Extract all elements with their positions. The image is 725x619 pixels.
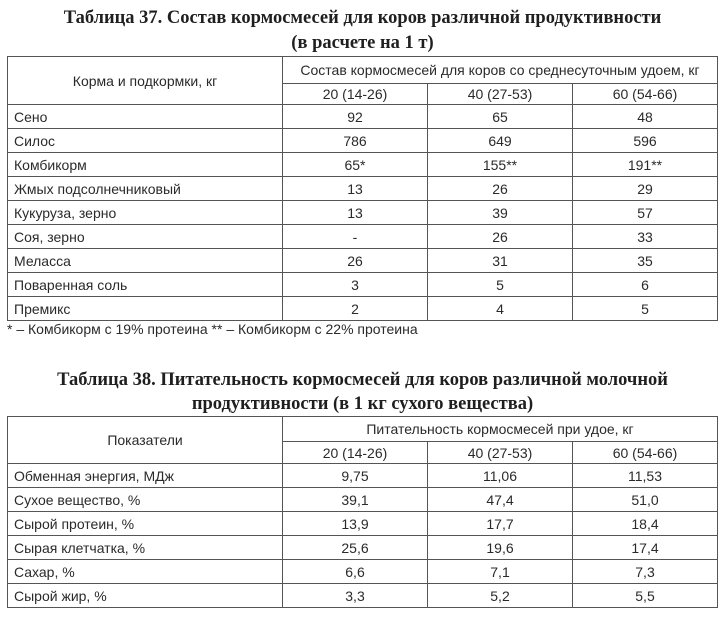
table37 (7, 56, 718, 321)
table-cell: - (283, 225, 428, 249)
table-cell: 6 (573, 273, 718, 297)
table-cell: 596 (573, 129, 718, 153)
table-row (8, 129, 718, 153)
table-row (8, 488, 718, 512)
table38-row-header: Показатели (8, 417, 283, 464)
table-cell: 17,4 (573, 536, 718, 560)
table-cell: 3,3 (283, 584, 428, 608)
table-row (8, 584, 718, 608)
table37-footnote: * – Комбикорм с 19% протеина ** – Комбикорм с 22% протеина (7, 321, 418, 337)
table-cell: 11,53 (573, 464, 718, 488)
table-row (8, 201, 718, 225)
table-cell: 5,5 (573, 584, 718, 608)
table-row (8, 225, 718, 249)
row-label: Сырая клетчатка, % (8, 536, 283, 560)
row-label: Комбикорм (8, 153, 283, 177)
table-cell: 39,1 (283, 488, 428, 512)
row-label: Поваренная соль (8, 273, 283, 297)
table-cell: 5 (573, 297, 718, 321)
table-cell: 7,3 (573, 560, 718, 584)
table-cell: 65* (283, 153, 428, 177)
table-cell: 35 (573, 249, 718, 273)
table37-title-line2: (в расчете на 1 т) (291, 33, 434, 53)
table38-title-line2: продуктивности (в 1 кг сухого вещества) (191, 394, 534, 414)
table-cell: 47,4 (428, 488, 573, 512)
row-label: Меласса (8, 249, 283, 273)
row-label: Соя, зерно (8, 225, 283, 249)
row-label: Силос (8, 129, 283, 153)
table-row (8, 105, 718, 129)
table-row (8, 512, 718, 536)
table-cell: 5 (428, 273, 573, 297)
table-row (8, 153, 718, 177)
table-cell: 13,9 (283, 512, 428, 536)
row-label: Сырой протеин, % (8, 512, 283, 536)
table-cell: 4 (428, 297, 573, 321)
table38-group-header: Питательность кормосмесей при удое, кг (283, 417, 718, 442)
table38 (7, 416, 718, 608)
table-cell: 39 (428, 201, 573, 225)
table-cell: 92 (283, 105, 428, 129)
table38-col-header: 20 (14-26) (283, 442, 428, 464)
table38-col-header: 40 (27-53) (428, 442, 573, 464)
table-cell: 6,6 (283, 560, 428, 584)
table-cell: 48 (573, 105, 718, 129)
table-cell: 26 (283, 249, 428, 273)
row-label: Кукуруза, зерно (8, 201, 283, 225)
table38-title-line1: Таблица 38. Питательность кормосмесей для коров различной молочной (57, 370, 668, 390)
table-cell: 26 (428, 177, 573, 201)
table-cell: 7,1 (428, 560, 573, 584)
table-cell: 51,0 (573, 488, 718, 512)
table-cell: 33 (573, 225, 718, 249)
table-cell: 31 (428, 249, 573, 273)
table37-col-header: 20 (14-26) (283, 84, 428, 105)
row-label: Сырой жир, % (8, 584, 283, 608)
table37-col-header: 40 (27-53) (428, 84, 573, 105)
table-cell: 191** (573, 153, 718, 177)
table37-col-header: 60 (54-66) (573, 84, 718, 105)
table-cell: 25,6 (283, 536, 428, 560)
table-row (8, 297, 718, 321)
table-cell: 18,4 (573, 512, 718, 536)
table-cell: 26 (428, 225, 573, 249)
table-cell: 2 (283, 297, 428, 321)
row-label: Обменная энергия, МДж (8, 464, 283, 488)
table37-group-header: Состав кормосмесей для коров со среднесуточным удоем, кг (283, 57, 718, 84)
row-label: Сено (8, 105, 283, 129)
table-cell: 13 (283, 201, 428, 225)
table-row (8, 249, 718, 273)
table-row (8, 536, 718, 560)
table-row (8, 273, 718, 297)
table-cell: 29 (573, 177, 718, 201)
table-row (8, 464, 718, 488)
table-row (8, 560, 718, 584)
row-label: Премикс (8, 297, 283, 321)
table-cell: 65 (428, 105, 573, 129)
table-cell: 3 (283, 273, 428, 297)
table38-col-header: 60 (54-66) (573, 442, 718, 464)
table-cell: 11,06 (428, 464, 573, 488)
table-cell: 5,2 (428, 584, 573, 608)
table-cell: 57 (573, 201, 718, 225)
table-cell: 19,6 (428, 536, 573, 560)
row-label: Сахар, % (8, 560, 283, 584)
table-cell: 13 (283, 177, 428, 201)
table-row (8, 177, 718, 201)
table-cell: 9,75 (283, 464, 428, 488)
row-label: Сухое вещество, % (8, 488, 283, 512)
row-label: Жмых подсолнечниковый (8, 177, 283, 201)
table-cell: 17,7 (428, 512, 573, 536)
table-cell: 155** (428, 153, 573, 177)
table37-title-line1: Таблица 37. Состав кормосмесей для коров различной продуктивности (63, 8, 662, 28)
table-cell: 786 (283, 129, 428, 153)
table-cell: 649 (428, 129, 573, 153)
table37-row-header: Корма и подкормки, кг (8, 57, 283, 105)
